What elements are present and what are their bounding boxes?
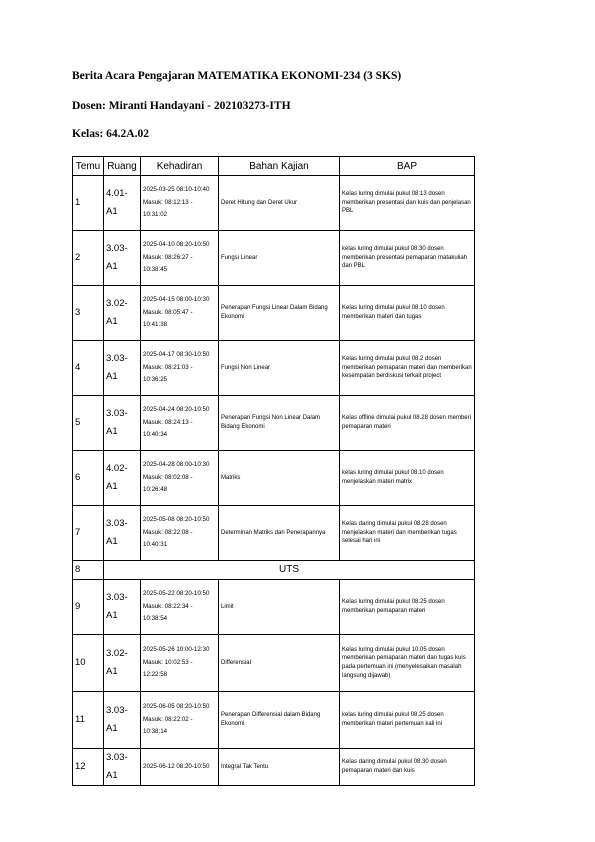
meeting-number: 2 [73,231,104,286]
col-header-room: Ruang [104,157,141,176]
room-cell: 3.03-A1 [104,580,141,635]
bap-cell: kelas luring dimulai pukul 08.30 dosen memberikan presentasi pemaparan matakuliah dan PBL [340,231,475,286]
room-cell: 3.02-A1 [104,286,141,341]
uts-label: UTS [104,561,475,580]
attendance-cell: 2025-05-22 08:20-10:50 Masuk: 08:22:34 - 10:38:54 [141,580,219,635]
attendance-cell: 2025-06-12 08:20-10:50 [141,749,219,786]
table-row [73,396,475,451]
meeting-number: 7 [73,506,104,561]
room-cell: 3.03-A1 [104,231,141,286]
topic-cell: Limit [219,580,340,635]
col-header-bap: BAP [340,157,475,176]
table-row [73,286,475,341]
table-header-row [73,157,475,176]
bap-cell: Kelas luring dimulai pukul 08.25 dosen memberikan pemaparan materi [340,580,475,635]
attendance-cell: 2025-04-24 08:20-10:50 Masuk: 08:24:13 - 10:40:34 [141,396,219,451]
bap-cell: Kelas offline dimulai pukul 08.28 dosen memberi pemaparan materi [340,396,475,451]
lecturer-line: Dosen: Miranti Handayani - 202103273-ITH [72,100,291,112]
bap-cell: Kelas luring dimulai pukul 08.10 dosen memberikan materi dan tugas [340,286,475,341]
class-line: Kelas: 64.2A.02 [72,128,149,140]
table-row [73,451,475,506]
meeting-number: 4 [73,341,104,396]
room-cell: 4.01-A1 [104,176,141,231]
attendance-cell: 2025-05-08 08:20-10:50 Masuk: 08:22:08 - 10:40:31 [141,506,219,561]
bap-cell: Kelas luring dimulai pukul 10.05 dosen memberikan pemaparan materi dan tugas kuis pada pertemuan ini (menyelesaikan masalah langsung dijawab) [340,635,475,692]
meeting-number: 3 [73,286,104,341]
topic-cell: Penerapan Fungsi Non Linear Dalam Bidang Ekonomi [219,396,340,451]
topic-cell: Determinan Matriks dan Penerapannya [219,506,340,561]
room-cell: 4.02-A1 [104,451,141,506]
col-header-meeting: Temu [73,157,104,176]
room-cell: 3.03-A1 [104,749,141,786]
room-cell: 3.03-A1 [104,396,141,451]
table-row [73,231,475,286]
attendance-cell: 2025-06-05 08:20-10:50 Masuk: 08:22:02 - 10:38:14 [141,692,219,749]
table-row [73,341,475,396]
room-cell: 3.03-A1 [104,506,141,561]
table-row [73,749,475,786]
meeting-number: 1 [73,176,104,231]
attendance-cell: 2025-05-26 10:00-12:30 Masuk: 10:02:53 - 12:22:58 [141,635,219,692]
meeting-number: 5 [73,396,104,451]
topic-cell: Penerapan Differensial dalam Bidang Ekonomi [219,692,340,749]
bap-cell: Kelas luring dimulai pukul 08:13 dosen memberikan presentasi dan kuis dan penjelasan PBL [340,176,475,231]
meeting-number: 9 [73,580,104,635]
attendance-cell: 2025-03-25 08:10-10:40 Masuk: 08:12:13 - 10:31:02 [141,176,219,231]
topic-cell: Penerapan Fungsi Linear Dalam Bidang Ekonomi [219,286,340,341]
bap-cell: kelas luring dimulai pukul 08.25 dosen memberikan materi pertemuan kali ini [340,692,475,749]
attendance-cell: 2025-04-10 08:20-10:50 Masuk: 08:26:27 - 10:38:45 [141,231,219,286]
topic-cell: Differensial [219,635,340,692]
room-cell: 3.03-A1 [104,692,141,749]
col-header-attendance: Kehadiran [141,157,219,176]
table-row [73,635,475,692]
bap-cell: Kelas daring dimulai pukul 08.30 dosen pemaparan materi dan kuis [340,749,475,786]
topic-cell: Deret Hitung dan Deret Ukur [219,176,340,231]
meeting-number: 11 [73,692,104,749]
bap-cell: kelas luring dimulai pukul 08.10 dosen menjelaskan materi matrix [340,451,475,506]
attendance-cell: 2025-04-17 08:30-10:50 Masuk: 08:21:03 - 10:36:25 [141,341,219,396]
table-row [73,506,475,561]
table-row [73,561,475,580]
room-cell: 3.03-A1 [104,341,141,396]
meeting-number: 10 [73,635,104,692]
meeting-number: 6 [73,451,104,506]
meeting-number: 12 [73,749,104,786]
attendance-cell: 2025-04-15 08:00-10:30 Masuk: 08:05:47 - 10:41:38 [141,286,219,341]
attendance-cell: 2025-04-28 08:00-10:30 Masuk: 08:02:08 - 10:26:48 [141,451,219,506]
table-row [73,692,475,749]
topic-cell: Fungsi Non Linear [219,341,340,396]
topic-cell: Fungsi Linear [219,231,340,286]
topic-cell: Matriks [219,451,340,506]
col-header-topic: Bahan Kajian [219,157,340,176]
document-title: Berita Acara Pengajaran MATEMATIKA EKONOMI-234 (3 SKS) [72,70,402,82]
table-row [73,580,475,635]
topic-cell: Integral Tak Tentu [219,749,340,786]
meeting-number: 8 [73,561,104,580]
bap-cell: Kelas daring dimulai pukul 08.28 dosen menjelaskan materi dan memberikan tugas selesai hari ini [340,506,475,561]
room-cell: 3.02-A1 [104,635,141,692]
bap-cell: Kelas luring dimulai pukul 08.2 dosen memberikan pemaparan materi dan memberikan kesempatan berdiskusi terkait project [340,341,475,396]
table-row [73,176,475,231]
attendance-table [72,156,475,786]
